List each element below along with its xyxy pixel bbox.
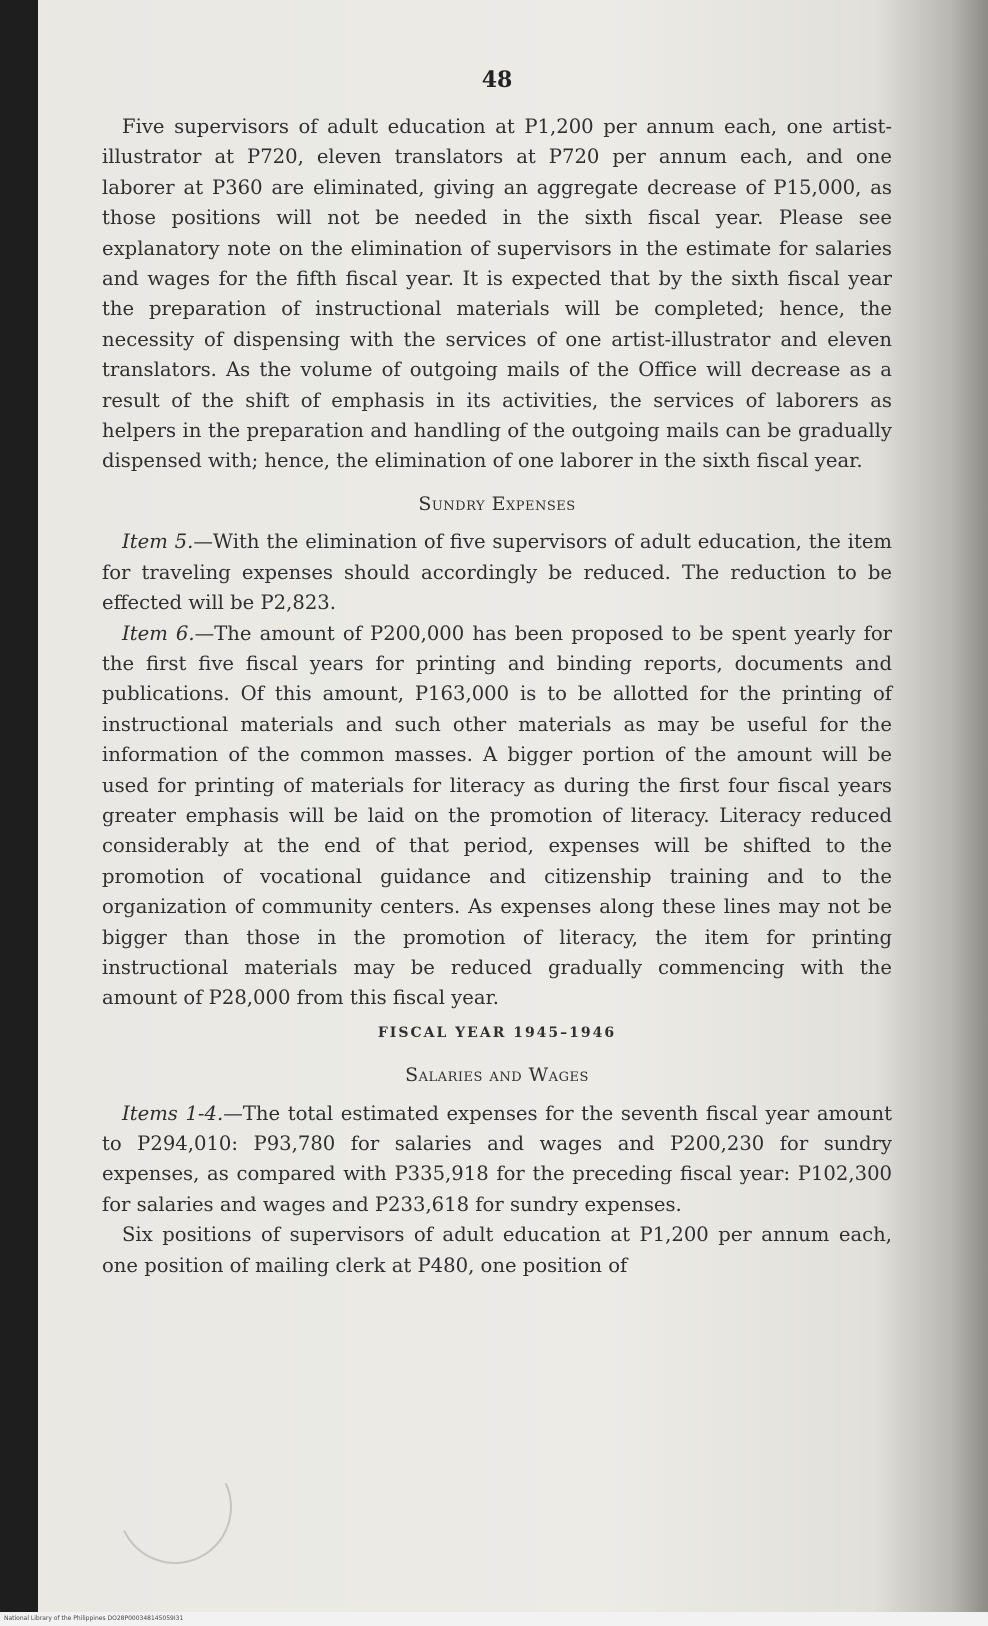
page-number: 48 (481, 67, 513, 93)
item-5-label: Item 5. (122, 530, 194, 554)
archive-footer: National Library of the Philippines DO28P000348145059I31 (0, 1612, 988, 1626)
item-6-text: —The amount of P200,000 has been proposed to be spent yearly for the first five fiscal years for printing and binding reports, documents and publications. Of this amount, P163,000 is to be allotted for the printing of instructional materials and such other materials as may be useful for the information of the common masses. A bigger portion of the amount will be used for printing of materials for literacy as during the first four fiscal years greater emphasis will be laid on the promotion of literacy. Literacy reduced considerably at the end of that period, expenses will be shifted to the promotion of vocational guidance and citizenship training and to the organization of community centers. As expenses along these lines may not be bigger than those in the promotion of literacy, the item for printing instructional materials may be reduced gradually commencing with the amount of P28,000 from this fiscal year. (102, 621, 892, 1010)
items-1-4-text: —The total estimated expenses for the seventh fiscal year amount to P294,010: P93,780 for salaries and wages and P200,230 for sundry expenses, as compared with P335,918 for the preceding fiscal year: P102,300 for salaries and wages and P233,618 for sundry expenses. (102, 1101, 892, 1216)
heading-fiscal-year: FISCAL YEAR 1945–1946 (377, 1024, 617, 1041)
heading-salaries-wages: Salaries and Wages (405, 1064, 589, 1087)
paragraph-item-5 (102, 527, 892, 618)
heading-sundry-expenses: Sundry Expenses (418, 492, 576, 515)
page-text (102, 60, 892, 1281)
paragraph-eliminated-positions: Five supervisors of adult education at P1,200 per annum each, one artist-illustrator at P720, eleven translators at P720 per annum each, and one laborer at P360 are eliminated, giving an aggregate decrease of P15,000, as those positions will not be needed in the sixth fiscal year. Please see explanatory note on the elimination of supervisors in the estimate for salaries and wages for the fifth fiscal year. It is expected that by the sixth fiscal year the preparation of instructional materials will be completed; hence, the necessity of dispensing with the services of one artist-illustrator and eleven translators. As the volume of outgoing mails of the Office will decrease as a result of the shift of emphasis in its activities, the services of laborers as helpers in the preparation and handling of the outgoing mails can be gradually dispensed with; hence, the elimination of one laborer in the sixth fiscal year. (102, 115, 892, 473)
paragraph-item-6 (102, 619, 892, 1014)
item-6-label: Item 6. (122, 621, 195, 645)
paragraph-six-positions: Six positions of supervisors of adult education at P1,200 per annum each, one position of mailing clerk at P480, one position of (102, 1223, 892, 1277)
item-5-text: —With the elimination of five supervisors of adult education, the item for traveling expenses should accordingly be reduced. The reduction to be effected will be P2,823. (102, 530, 892, 615)
items-1-4-label: Items 1-4. (122, 1101, 224, 1125)
paragraph-items-1-4 (102, 1099, 892, 1221)
